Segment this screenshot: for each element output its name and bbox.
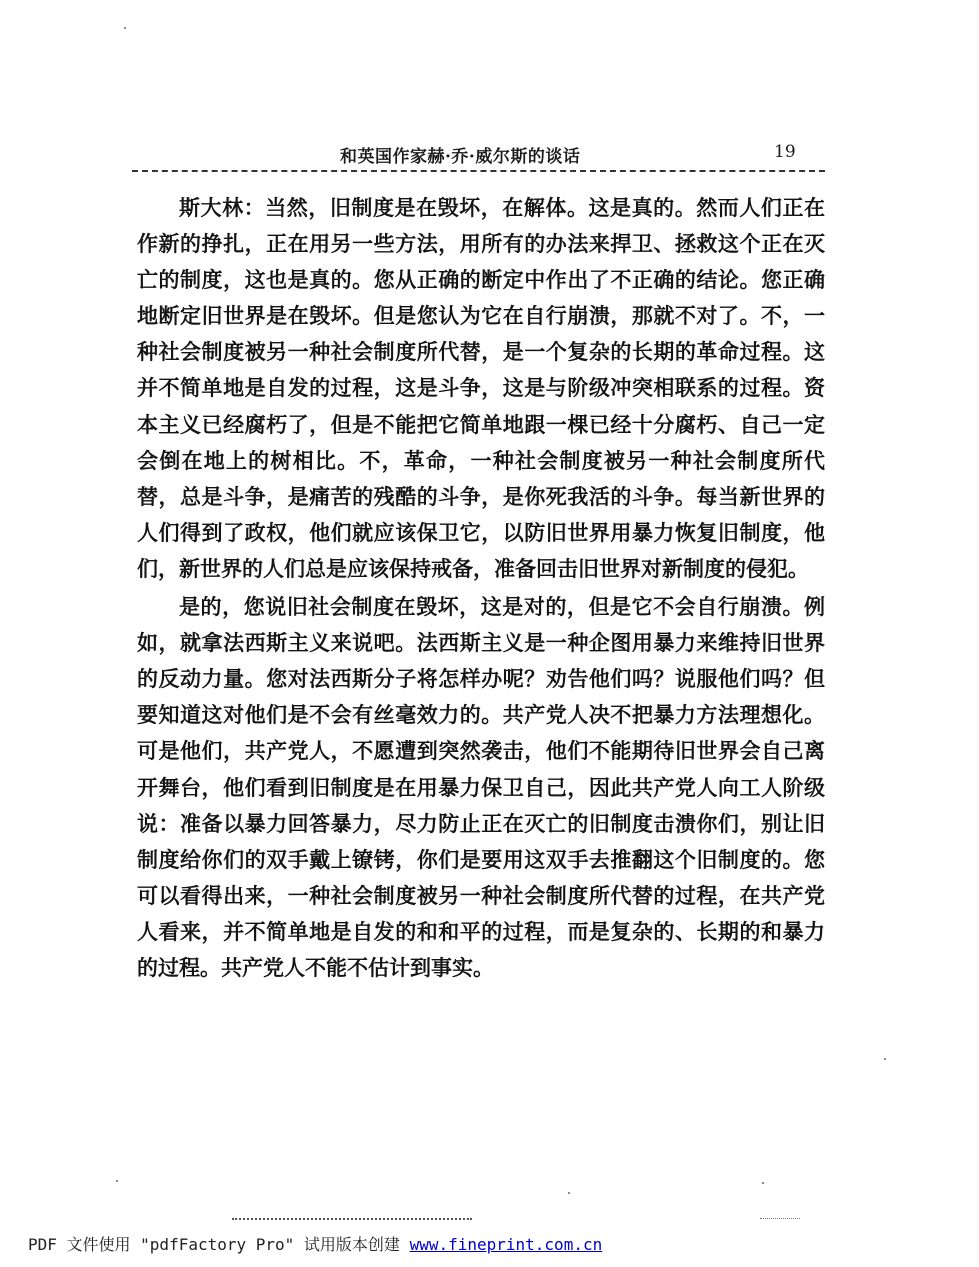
scan-speck [116,1180,118,1182]
scan-speck [124,27,126,29]
main-text [137,190,825,986]
footer-link[interactable]: www.fineprint.com.cn [409,1235,603,1254]
paragraph-2: 是的，您说旧社会制度在毁坏，这是对的，但是它不会自行崩溃。例如，就拿法西斯主义来说吧。法西斯主义是一种企图用暴力来维持旧世界的反动力量。您对法西斯分子将怎样办呢？劝告他们吗？说服他们吗？但要知道这对他们是不会有丝毫效力的。共产党人决不把暴力方法理想化。可是他们，共产党人，不愿遭到突然袭击，他们不能期待旧世界会自己离开舞台，他们看到旧制度是在用暴力保卫自己，因此共产党人向工人阶级说：准备以暴力回答暴力，尽力防止正在灭亡的旧制度击溃你们，别让旧制度给你们的双手戴上镣铐，你们是要用这双手去推翻这个旧制度的。您可以看得出来，一种社会制度被另一种社会制度所代替的过程，在共产党人看来，并不简单地是自发的和和平的过程，而是复杂的、长期的和暴力的过程。共产党人不能不估计到事实。 [137,594,825,980]
header-rule [132,170,825,172]
scan-speck [762,1182,764,1184]
page-number: 19 [774,142,796,162]
scan-speck [884,1058,886,1060]
pdf-footer [28,1232,602,1255]
running-head-title: 和英国作家赫·乔·威尔斯的谈话 [340,147,581,167]
bottom-rule-right [760,1218,800,1219]
footer-notice: PDF 文件使用 "pdfFactory Pro" 试用版本创建 [28,1235,410,1254]
paragraph-1 [137,190,825,587]
speaker-label: 斯大林： [179,195,266,220]
bottom-rule [232,1218,472,1220]
scan-speck [568,1192,570,1194]
paragraph-1-text: 当然，旧制度是在毁坏，在解体。这是真的。然而人们正在作新的挣扎，正在用另一些方法，用所有的办法来捍卫、拯救这个正在灭亡的制度，这也是真的。您从正确的断定中作出了不正确的结论。您正确地断定旧世界是在毁坏。但是您认为它在自行崩溃，那就不对了。不，一种社会制度被另一种社会制度所代替，是一个复杂的长期的革命过程。这并不简单地是自发的过程，这是斗争，这是与阶级冲突相联系的过程。资本主义已经腐朽了，但是不能把它简单地跟一棵已经十分腐朽、自己一定会倒在地上的树相比。不，革命，一种社会制度被另一种社会制度所代替，总是斗争，是痛苦的残酷的斗争，是你死我活的斗争。每当新世界的人们得到了政权，他们就应该保卫它，以防旧世界用暴力恢复旧制度，他们，新世界的人们总是应该保持戒备，准备回击旧世界对新制度的侵犯。 [137,195,826,581]
